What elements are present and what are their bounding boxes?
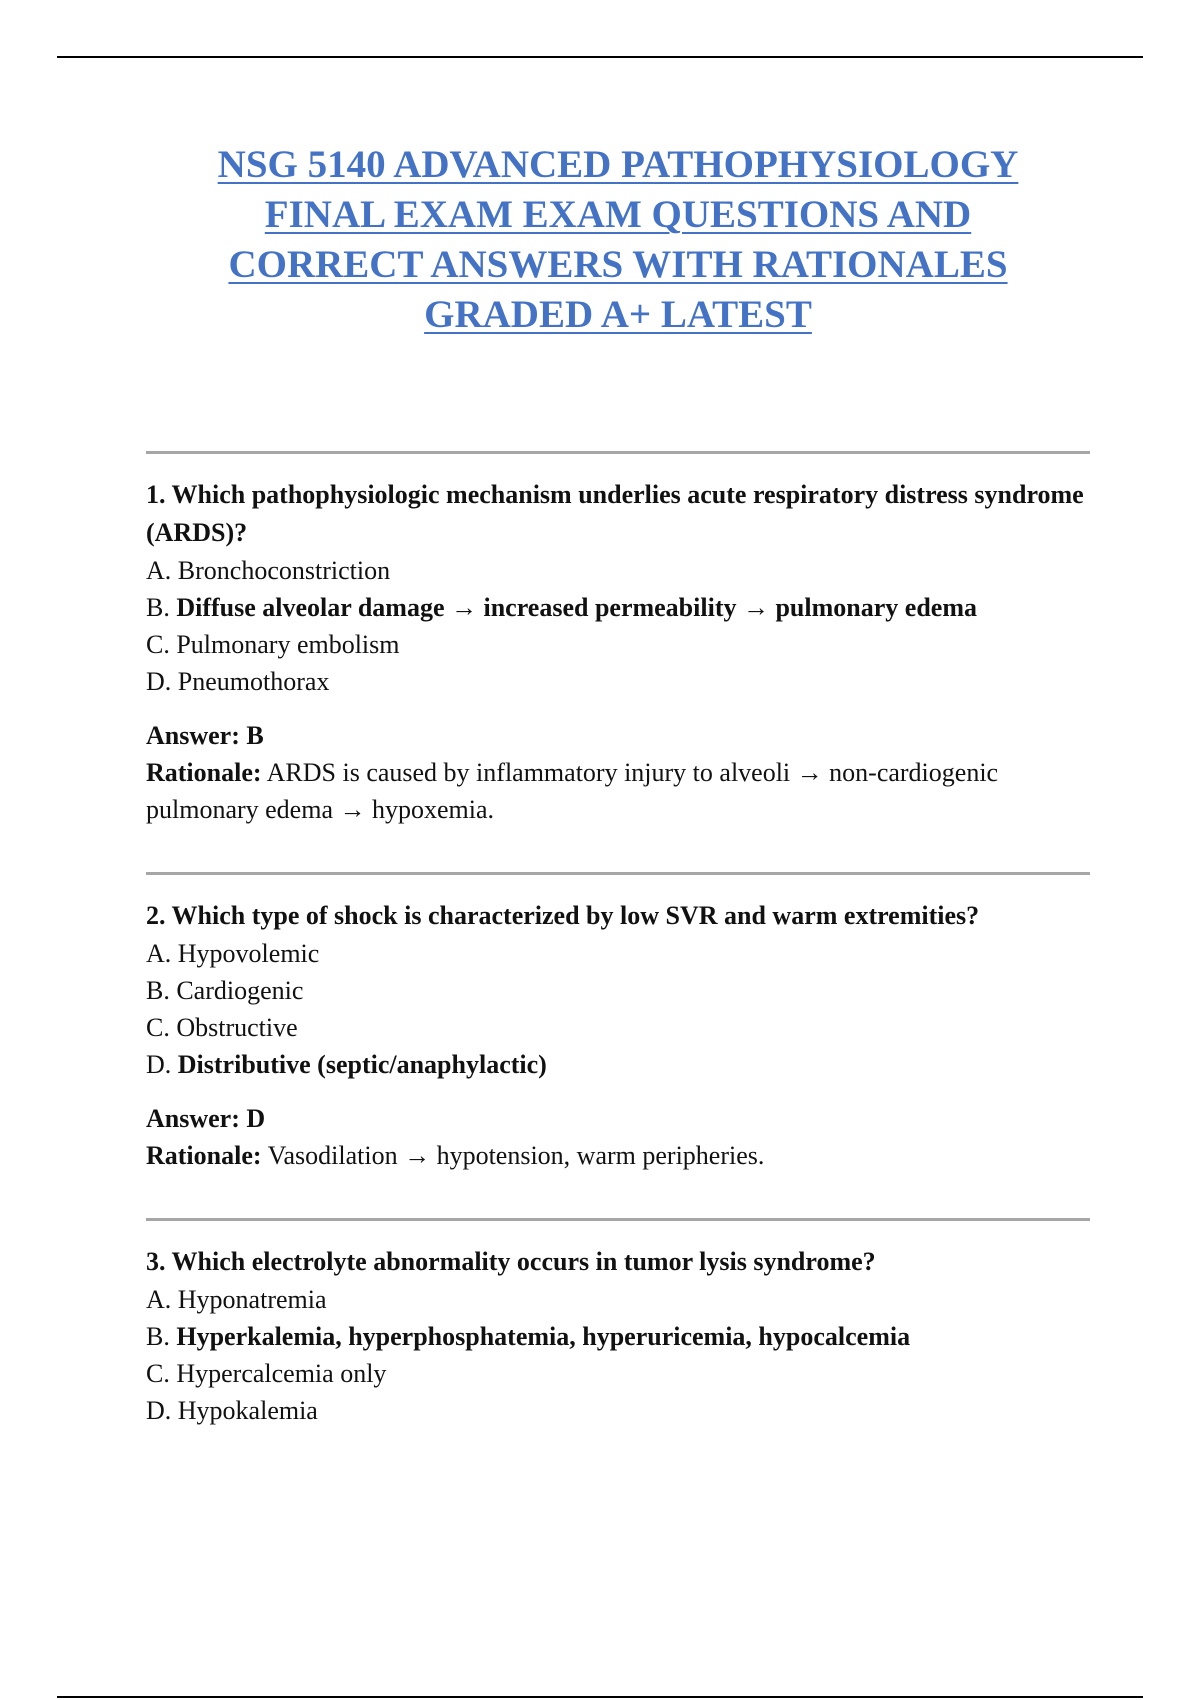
option-d: D. Hypokalemia bbox=[146, 1396, 318, 1425]
page-top-rule bbox=[57, 56, 1143, 58]
option-a: A. Hyponatremia bbox=[146, 1285, 327, 1314]
answer-line: Answer: B bbox=[146, 721, 264, 750]
page-bottom-rule bbox=[57, 1696, 1143, 1698]
option-c: C. Pulmonary embolism bbox=[146, 630, 400, 659]
option-a: A. Hypovolemic bbox=[146, 939, 320, 968]
document-title bbox=[150, 140, 1086, 340]
option-d: D. Pneumothorax bbox=[146, 667, 330, 696]
title-line-4: GRADED A+ LATEST bbox=[424, 293, 812, 336]
rationale: Rationale: ARDS is caused by inflammatory injury to alveoli → non-cardiogenic pulmonary edema → hypoxemia. bbox=[146, 758, 999, 824]
question-block-2 bbox=[146, 872, 1090, 1218]
question-text: 1. Which pathophysiologic mechanism underlies acute respiratory distress syndrome (ARDS)? bbox=[146, 480, 1084, 547]
question-separator bbox=[146, 1218, 1090, 1221]
option-b-correct: B. Diffuse alveolar damage → increased permeability → pulmonary edema bbox=[146, 593, 977, 622]
option-a: A. Bronchoconstriction bbox=[146, 556, 391, 585]
question-separator bbox=[146, 451, 1090, 454]
option-b: B. Cardiogenic bbox=[146, 976, 304, 1005]
title-line-2: FINAL EXAM EXAM QUESTIONS AND bbox=[264, 193, 972, 236]
option-b-correct: B. Hyperkalemia, hyperphosphatemia, hyperuricemia, hypocalcemia bbox=[146, 1322, 911, 1351]
question-text: 3. Which electrolyte abnormality occurs in tumor lysis syndrome? bbox=[146, 1247, 876, 1276]
question-text: 2. Which type of shock is characterized by low SVR and warm extremities? bbox=[146, 901, 980, 930]
option-c: C. Obstructive bbox=[146, 1013, 298, 1042]
question-list bbox=[146, 451, 1090, 1473]
question-block-3 bbox=[146, 1218, 1090, 1473]
title-line-1: NSG 5140 ADVANCED PATHOPHYSIOLOGY bbox=[217, 143, 1019, 186]
question-separator bbox=[146, 872, 1090, 875]
option-d-correct: D. Distributive (septic/anaphylactic) bbox=[146, 1050, 547, 1079]
title-line-3: CORRECT ANSWERS WITH RATIONALES bbox=[228, 243, 1008, 286]
rationale: Rationale: Vasodilation → hypotension, warm peripheries. bbox=[146, 1141, 765, 1170]
option-c: C. Hypercalcemia only bbox=[146, 1359, 387, 1388]
answer-line: Answer: D bbox=[146, 1104, 266, 1133]
question-block-1 bbox=[146, 451, 1090, 872]
